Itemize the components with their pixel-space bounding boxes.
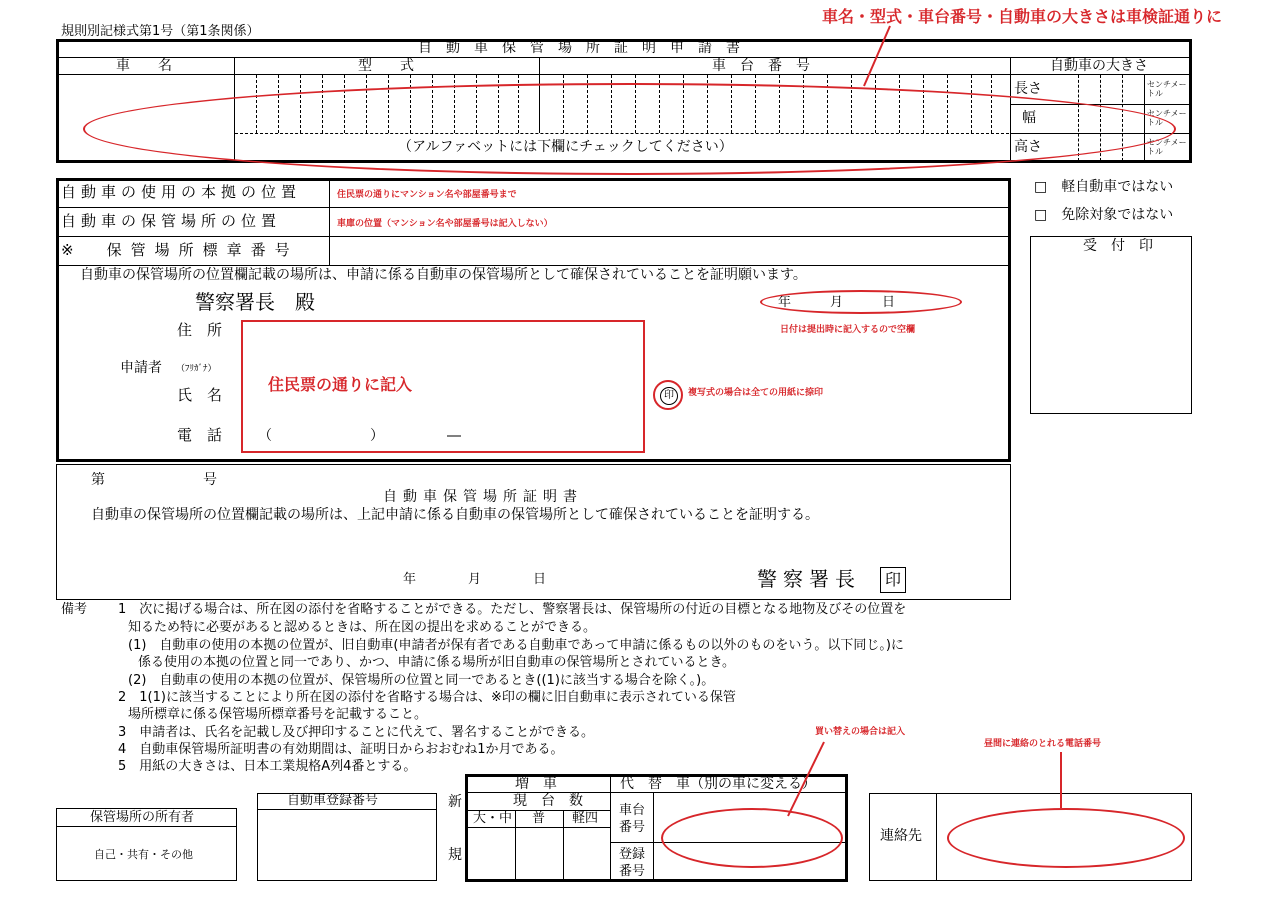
annotation-seal: 複写式の場合は全ての用紙に捺印 bbox=[688, 388, 824, 398]
registration-number-label: 登録番号 bbox=[619, 847, 646, 879]
declaration-text: 自動車の保管場所の位置欄記載の場所は、申請に係る自動車の保管場所として確保されていることを証明願います。 bbox=[80, 267, 807, 283]
remarks-heading: 備考 bbox=[61, 602, 88, 617]
seal-mark: 印 bbox=[660, 387, 678, 405]
divider bbox=[57, 265, 1009, 266]
remarks-line: 1 次に掲げる場合は、所在図の添付を省略することができる。ただし、警察署長は、保管場所の付近の目標となる地物及びその位置を bbox=[118, 602, 907, 617]
remarks-line: 場所標章に係る保管場所標章番号を記載すること。 bbox=[128, 707, 428, 722]
certificate-date: 年 月 日 bbox=[403, 572, 547, 587]
replacement-label: 代 替 車（別の車に変える） bbox=[620, 776, 816, 792]
annotation-replacement: 買い替えの場合は記入 bbox=[815, 727, 906, 737]
annotation-date: 日付は提出時に記入するので空欄 bbox=[780, 325, 916, 335]
divider bbox=[57, 57, 1190, 58]
category-large: 大・中 bbox=[473, 811, 513, 826]
annotation-storage-position: 車庫の位置（マンション名や部屋番号は記入しない） bbox=[337, 219, 553, 229]
size-length-label: 長さ bbox=[1014, 81, 1042, 97]
annotation-oval-seal bbox=[653, 380, 683, 410]
certificate-title: 自動車保管場所証明書 bbox=[383, 489, 583, 505]
storage-position-label: 自動車の保管場所の位置 bbox=[61, 212, 282, 230]
registration-title: 自動車登録番号 bbox=[287, 793, 379, 808]
divider bbox=[936, 794, 937, 880]
applicant-label: 申請者 bbox=[120, 360, 162, 376]
remarks-line: 4 自動車保管場所証明書の有効期間は、証明日からおおむね1か月である。 bbox=[118, 742, 564, 757]
annotation-oval-vehicle bbox=[83, 83, 1176, 175]
divider bbox=[329, 180, 330, 265]
divider bbox=[467, 827, 610, 828]
col-model-header: 型 式 bbox=[358, 58, 414, 74]
address-label: 住 所 bbox=[177, 321, 223, 339]
chassis-number-label: 車台番号 bbox=[619, 803, 646, 835]
remarks-line: 5 用紙の大きさは、日本工業規格A列4番とする。 bbox=[118, 759, 417, 774]
remarks-line: 2 1(1)に該当することにより所在図の添付を省略する場合は、※印の欄に旧自動車に表示されている保管 bbox=[118, 690, 736, 705]
owner-options: 自己・共有・その他 bbox=[94, 848, 193, 861]
remarks-line: 知るため特に必要があると認めるときは、所在図の提出を求めることができる。 bbox=[128, 620, 597, 635]
current-count-label: 現 台 数 bbox=[513, 793, 583, 809]
divider bbox=[57, 826, 236, 827]
annotation-oval-contact bbox=[947, 808, 1185, 868]
annotation-arrow-contact bbox=[1040, 750, 1070, 810]
phone-format: （ ） ― bbox=[258, 428, 461, 444]
check-not-light-vehicle[interactable]: □ 軽自動車ではない bbox=[1034, 179, 1174, 195]
annotation-applicant: 住民票の通りに記入 bbox=[268, 375, 413, 394]
size-unit-height: センチメートル bbox=[1147, 138, 1187, 156]
col-chassis-header: 車 台 番 号 bbox=[712, 58, 810, 74]
divider bbox=[57, 236, 1009, 237]
application-title: 自動車保管場所証明申請書 bbox=[418, 40, 754, 56]
annotation-arrow-top bbox=[840, 24, 900, 90]
size-unit-length: センチメートル bbox=[1147, 80, 1187, 98]
size-width-label: 幅 bbox=[1022, 110, 1036, 126]
certificate-text: 自動車の保管場所の位置欄記載の場所は、上記申請に係る自動車の保管場所として確保されていることを証明する。 bbox=[91, 507, 819, 523]
reception-stamp-label: 受 付 印 bbox=[1083, 238, 1153, 254]
remarks-line: 係る使用の本拠の位置と同一であり、かつ、申請に係る場所が旧自動車の保管場所とされているとき。 bbox=[138, 655, 735, 670]
divider bbox=[515, 810, 516, 880]
category-normal: 普 bbox=[532, 811, 546, 826]
alphabet-note: （アルファベットには下欄にチェックしてください） bbox=[398, 139, 733, 155]
new-label: 新 bbox=[448, 794, 462, 810]
remarks-line: 3 申請者は、氏名を記載し及び押印することに代えて、署名することができる。 bbox=[118, 725, 595, 740]
annotation-contact: 昼間に連絡のとれる電話番号 bbox=[984, 739, 1102, 749]
increase-label: 増 車 bbox=[515, 776, 557, 792]
rule-label: 規 bbox=[448, 847, 462, 863]
owner-title: 保管場所の所有者 bbox=[90, 810, 195, 825]
col-size-header: 自動車の大きさ bbox=[1050, 58, 1148, 74]
furigana-label: （ﾌﾘｶﾞﾅ） bbox=[176, 364, 217, 374]
divider bbox=[563, 810, 564, 880]
divider bbox=[57, 74, 1190, 75]
divider bbox=[258, 809, 436, 810]
category-light: 軽四 bbox=[572, 811, 599, 826]
remarks-line: (2) 自動車の使用の本拠の位置が、保管場所の位置と同一であるとき((1)に該当する場合を除く。)。 bbox=[128, 673, 715, 688]
size-unit-width: センチメートル bbox=[1147, 109, 1187, 127]
use-position-label: 自動車の使用の本拠の位置 bbox=[61, 183, 302, 201]
annotation-top-right: 車名・型式・車台番号・自動車の大きさは車検証通りに bbox=[822, 7, 1223, 26]
phone-label: 電 話 bbox=[177, 426, 223, 444]
col-name-header: 車 名 bbox=[116, 58, 172, 74]
application-date: 年 月 日 bbox=[778, 295, 896, 310]
remarks-line: (1) 自動車の使用の本拠の位置が、旧自動車(申請者が保有者である自動車であって申請に係るもの以外のものをいう。以下同じ。)に bbox=[128, 638, 904, 653]
certificate-seal: 印 bbox=[880, 567, 906, 593]
contact-label: 連絡先 bbox=[880, 828, 922, 844]
certificate-number: 第 号 bbox=[91, 472, 217, 488]
check-not-exempt[interactable]: □ 免除対象ではない bbox=[1034, 207, 1174, 223]
form-number: 規則別記様式第1号（第1条関係） bbox=[61, 24, 260, 39]
sign-number-label: ※ 保管場所標章番号 bbox=[61, 241, 299, 259]
certificate-chief: 警察署長 bbox=[757, 567, 861, 591]
divider bbox=[57, 207, 1009, 208]
divider bbox=[653, 793, 654, 880]
annotation-use-position: 住民票の通りにマンション名や部屋番号まで bbox=[337, 190, 517, 200]
reception-stamp-box bbox=[1030, 236, 1192, 414]
annotation-oval-date bbox=[760, 290, 962, 314]
annotation-arrow-replacement bbox=[780, 740, 840, 820]
name-label: 氏 名 bbox=[177, 386, 223, 404]
size-height-label: 高さ bbox=[1014, 139, 1042, 155]
police-chief-addressee: 警察署長 殿 bbox=[195, 290, 315, 314]
